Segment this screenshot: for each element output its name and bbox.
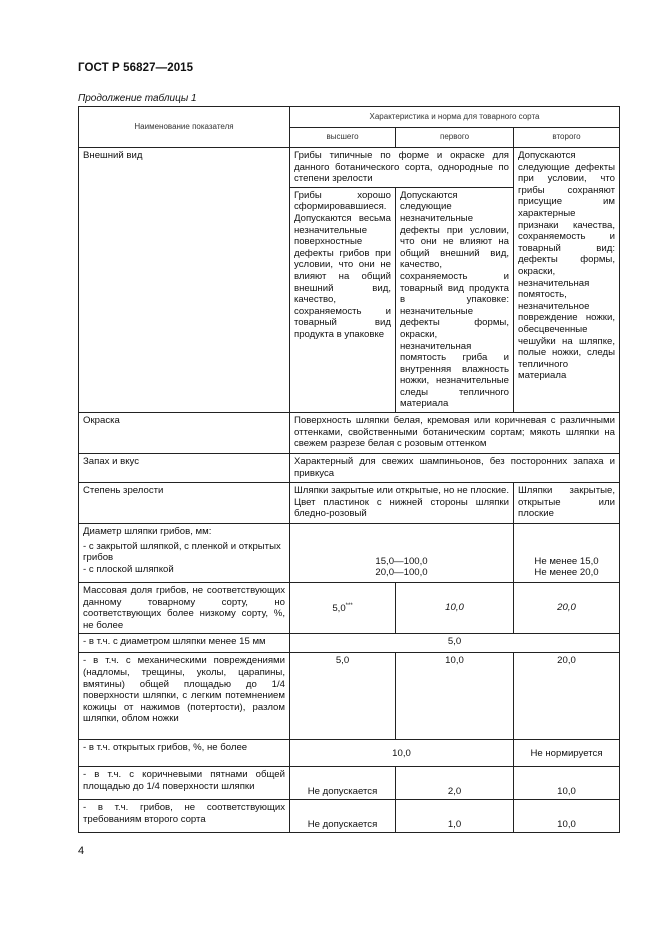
diameter-v2-12: 20,0—100,0 <box>375 567 428 579</box>
diameter-cell <box>79 524 290 583</box>
brown-name: - в т.ч. с коричневыми пятнами общей площадью до 1/4 поверхности шляпки <box>79 767 290 800</box>
brown-top: Не допускается <box>290 767 396 800</box>
mass-top-cell <box>290 583 396 634</box>
appearance-top: Грибы хорошо сформировавшиеся. Допускаются весьма незначительные поверхностные дефекты грибов при условии, что они не влияют на общий внешний вид, качество, сохраняемость и товарный вид продукта в упаковке <box>290 187 396 412</box>
mech-first: 10,0 <box>396 653 514 740</box>
color-name: Окраска <box>79 413 290 454</box>
mass-second: 20,0 <box>514 583 620 634</box>
table-continuation-caption: Продолжение таблицы 1 <box>78 93 197 104</box>
document-header: ГОСТ Р 56827—2015 <box>78 62 194 74</box>
mech-name: - в т.ч. с механическими повреждениями (надломы, трещины, уколы, царапины, вмятины) общей площадью до 1/4 поверхности шляпки, с легким потемнением кожицы от нажимов (потертости), разлом шляпки, облом ножки <box>79 653 290 740</box>
header-grade-first: первого <box>396 127 514 148</box>
open-value-12: 10,0 <box>290 740 514 767</box>
diameter-v1-3: Не менее 15,0 <box>534 555 599 567</box>
diameter-sub1: - с закрытой шляпкой, с пленкой и открытых грибов <box>83 540 281 564</box>
header-grade-second: второго <box>514 127 620 148</box>
smell-name: Запах и вкус <box>79 454 290 483</box>
row-mass-share <box>79 583 620 634</box>
header-characteristic: Характеристика и норма для товарного сорта <box>290 107 620 128</box>
row-diameter <box>79 524 620 583</box>
quality-table <box>78 106 620 833</box>
diameter-name: Диаметр шляпки грибов, мм: <box>83 526 212 538</box>
mass-top-footnote-mark: *** <box>345 603 353 610</box>
mass-first: 10,0 <box>396 583 514 634</box>
diameter-v2-3: Не менее 20,0 <box>534 567 599 579</box>
diameter-values-3 <box>514 524 620 583</box>
small-value: 5,0 <box>290 634 620 653</box>
brown-first: 2,0 <box>396 767 514 800</box>
diameter-sub2: - с плоской шляпкой <box>83 563 174 575</box>
row-nonconforming <box>79 800 620 833</box>
nonconf-second: 10,0 <box>514 800 620 833</box>
row-mechanical-damage <box>79 653 620 740</box>
maturity-value-12: Шляпки закрытые или открытые, но не плоские. Цвет пластинок с нижней стороны шляпки бледно-розовый <box>290 483 514 524</box>
page-number: 4 <box>78 845 85 857</box>
open-value-3: Не нормируется <box>514 740 620 767</box>
row-brown-spots <box>79 767 620 800</box>
row-open-mushrooms <box>79 740 620 767</box>
table-header-row <box>79 107 620 128</box>
row-small-diameter <box>79 634 620 653</box>
header-name-col: Наименование показателя <box>79 107 290 148</box>
appearance-first: Допускаются следующие незначительные дефекты при условии, что они не влияют на общий внешний вид, качество, сохраняемость и товарный вид продукта в упаковке: незначительные дефекты формы, окраски, незначительная помятость гриба и внутренняя влажность ножки, незначительные следы тепличного материала <box>396 187 514 412</box>
smell-value: Характерный для свежих шампиньонов, без посторонних запаха и привкуса <box>290 454 620 483</box>
open-name: - в т.ч. открытых грибов, %, не более <box>79 740 290 767</box>
diameter-values-12 <box>290 524 514 583</box>
row-smell <box>79 454 620 483</box>
row-appearance <box>79 148 620 188</box>
mech-top: 5,0 <box>290 653 396 740</box>
brown-second: 10,0 <box>514 767 620 800</box>
appearance-common: Грибы типичные по форме и окраске для данного ботанического сорта, однородные по степени зрелости <box>290 148 514 188</box>
color-value: Поверхность шляпки белая, кремовая или коричневая с различными оттенками, свойственными ботаническим сортам; мякоть шляпки на свежем разрезе белая с розовым оттенком <box>290 413 620 454</box>
diameter-v1-12: 15,0—100,0 <box>375 555 428 567</box>
nonconf-top: Не допускается <box>290 800 396 833</box>
row-color <box>79 413 620 454</box>
maturity-name: Степень зрелости <box>79 483 290 524</box>
mass-name: Массовая доля грибов, не соответствующих данному товарному сорту, но соответствующих более низкому сорту, %, не более <box>79 583 290 634</box>
mass-top: 5,0 <box>332 603 346 615</box>
maturity-value-3: Шляпки закрытые, открытые или плоские <box>514 483 620 524</box>
mech-second: 20,0 <box>514 653 620 740</box>
row-maturity <box>79 483 620 524</box>
appearance-name: Внешний вид <box>79 148 290 413</box>
nonconf-first: 1,0 <box>396 800 514 833</box>
appearance-second: Допускаются следующие дефекты при условии, что грибы сохраняют присущие им характерные признаки качества, сохраняемость и товарный вид: дефекты формы, окраски, незначительная помятость, незначительное повреждение ножки, обесцвеченные чешуйки на шляпке, полые ножки, следы тепличного материала <box>514 148 620 413</box>
small-name: - в т.ч. с диаметром шляпки менее 15 мм <box>79 634 290 653</box>
header-grade-top: высшего <box>290 127 396 148</box>
nonconf-name: - в т.ч. грибов, не соответствующих требованиям второго сорта <box>79 800 290 833</box>
